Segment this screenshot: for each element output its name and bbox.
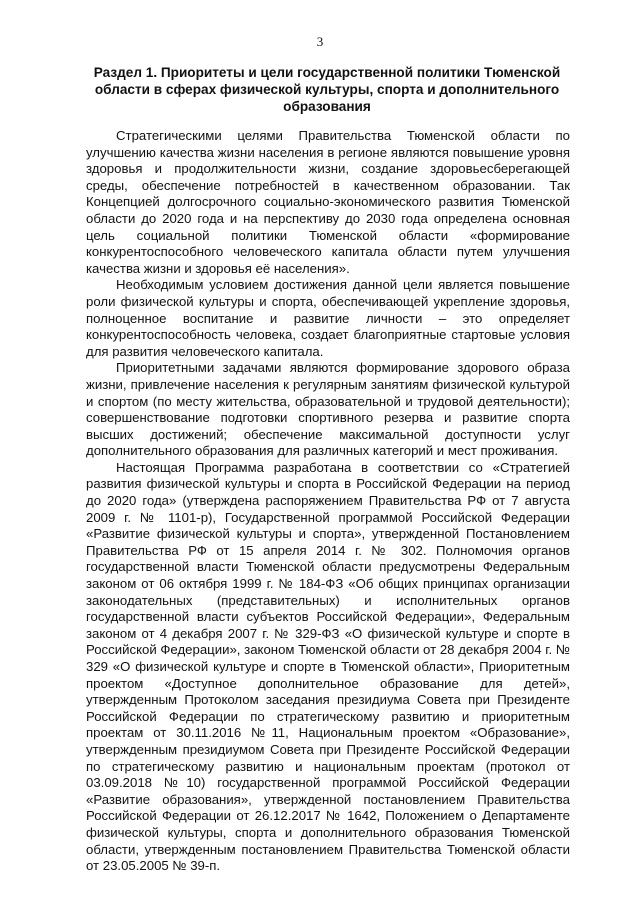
page-number: 3 — [316, 34, 324, 49]
section-heading: Раздел 1. Приоритеты и цели государственной политики Тюменской области в сферах физической культуры, спорта и дополнительного образования — [93, 65, 561, 114]
paragraph-strategic-goals: Стратегическими целями Правительства Тюменской области по улучшению качества жизни населения в регионе являются повышение уровня здоровья и продолжительности жизни, создание здоровьесберегающей среды, обеспечение потребностей в качественном образовании. Так Концепцией долгосрочного социально-экономического развития Тюменской области до 2020 года и на перспективу до 2030 года определена основная цель социальной политики Тюменской области «формирование конкурентоспособного человеческого капитала области путем улучшения качества жизни и здоровья её населения». — [86, 128, 570, 276]
paragraph-priority-tasks: Приоритетными задачами являются формирование здорового образа жизни, привлечение населения к регулярным занятиям физической культурой и спортом (по месту жительства, образовательной и трудовой деятельности); совершенствование подготовки спортивного резерва и развитие спорта высших достижений; обеспечение максимальной доступности услуг дополнительного образования для различных категорий и мест проживания. — [86, 360, 570, 459]
paragraph-legal-basis: Настоящая Программа разработана в соответствии со «Стратегией развития физической культуры и спорта в Российской Федерации на период до 2020 года» (утверждена распоряжением Правительства РФ от 7 августа 2009 г. № 1101-р), Государственной программой Российской Федерации «Развитие физической культуры и спорта», утвержденной Постановлением Правительства РФ от 15 апреля 2014 г. № 302. Полномочия органов государственной власти Тюменской области предусмотрены Федеральным законом от 06 октября 1999 г. № 184-ФЗ «Об общих принципах организации законодательных (представительных) и исполнительных органов государственной власти субъектов Российской Федерации», Федеральным законом от 4 декабря 2007 г. № 329-ФЗ «О физической культуре и спорте в Российской Федерации», законом Тюменской области от 28 декабря 2004 г. № 329 «О физической культуре и спорте в Тюменской области», Приоритетным проектом «Доступное дополнительное образование для детей», утвержденным Протоколом заседания президиума Совета при Президенте Российской Федерации по стратегическому развитию и приоритетным проектам от 30.11.2016 №11, Национальным проектом «Образование», утвержденным президиумом Совета при Президенте Российской Федерации по стратегическому развитию и национальным проектам (протокол от 03.09.2018 №10) государственной программой Российской Федерации «Развитие образования», утвержденной постановлением Правительства Российской Федерации от 26.12.2017 № 1642, Положением о Департаменте физической культуры, спорта и дополнительного образования Тюменской области, утвержденным постановлением Правительства Тюменской области от 23.05.2005 № 39-п. — [86, 459, 570, 874]
body-text — [86, 128, 570, 875]
paragraph-necessary-condition: Необходимым условием достижения данной цели является повышение роли физической культуры и спорта, обеспечивающей укрепление здоровья, полноценное воспитание и развитие личности – это определяет конкурентоспособность человека, создает благоприятные стартовые условия для развития человеческого капитала. — [86, 277, 570, 359]
